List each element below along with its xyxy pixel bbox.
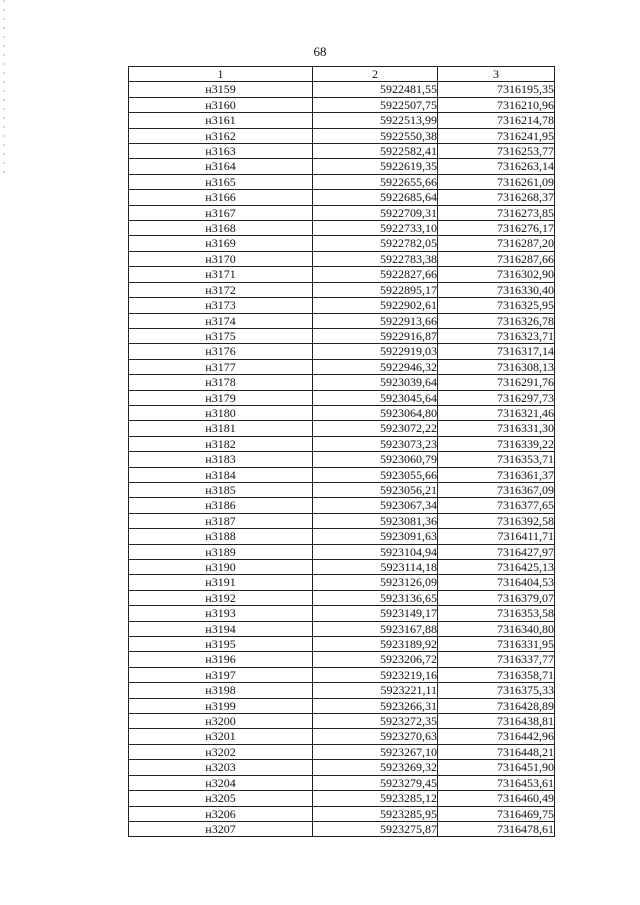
table-row (129, 791, 555, 806)
x-coordinate-cell: 5923091,63 (313, 529, 438, 544)
y-coordinate-cell: 7316367,09 (438, 482, 555, 497)
table-row (129, 421, 555, 436)
x-coordinate-cell: 5923081,36 (313, 513, 438, 528)
x-coordinate-cell: 5923072,22 (313, 421, 438, 436)
table-row (129, 498, 555, 513)
table-row (129, 251, 555, 266)
point-id-cell: н3187 (129, 513, 313, 528)
point-id-cell: н3169 (129, 236, 313, 251)
point-id-cell: н3204 (129, 775, 313, 790)
table-row (129, 298, 555, 313)
x-coordinate-cell: 5923275,87 (313, 821, 438, 836)
x-coordinate-cell: 5922895,17 (313, 282, 438, 297)
table-row (129, 529, 555, 544)
x-coordinate-cell: 5923270,63 (313, 729, 438, 744)
table-row (129, 221, 555, 236)
table-row (129, 97, 555, 112)
point-id-cell: н3173 (129, 298, 313, 313)
point-id-cell: н3172 (129, 282, 313, 297)
y-coordinate-cell: 7316241,95 (438, 128, 555, 143)
y-coordinate-cell: 7316379,07 (438, 590, 555, 605)
x-coordinate-cell: 5922827,66 (313, 267, 438, 282)
point-id-cell: н3182 (129, 436, 313, 451)
y-coordinate-cell: 7316330,40 (438, 282, 555, 297)
x-coordinate-cell: 5923067,34 (313, 498, 438, 513)
table-row (129, 683, 555, 698)
table-row (129, 313, 555, 328)
y-coordinate-cell: 7316448,21 (438, 744, 555, 759)
x-coordinate-cell: 5923219,16 (313, 667, 438, 682)
table-row (129, 698, 555, 713)
table-row (129, 405, 555, 420)
point-id-cell: н3199 (129, 698, 313, 713)
table-row (129, 282, 555, 297)
y-coordinate-cell: 7316297,73 (438, 390, 555, 405)
y-coordinate-cell: 7316214,78 (438, 113, 555, 128)
point-id-cell: н3162 (129, 128, 313, 143)
y-coordinate-cell: 7316210,96 (438, 97, 555, 112)
point-id-cell: н3164 (129, 159, 313, 174)
y-coordinate-cell: 7316428,89 (438, 698, 555, 713)
x-coordinate-cell: 5922550,38 (313, 128, 438, 143)
x-coordinate-cell: 5922783,38 (313, 251, 438, 266)
x-coordinate-cell: 5923114,18 (313, 560, 438, 575)
table-row (129, 328, 555, 343)
point-id-cell: н3207 (129, 821, 313, 836)
y-coordinate-cell: 7316323,71 (438, 328, 555, 343)
y-coordinate-cell: 7316425,13 (438, 560, 555, 575)
y-coordinate-cell: 7316253,77 (438, 144, 555, 159)
point-id-cell: н3193 (129, 606, 313, 621)
y-coordinate-cell: 7316331,95 (438, 637, 555, 652)
table-row (129, 467, 555, 482)
x-coordinate-cell: 5923104,94 (313, 544, 438, 559)
table-row (129, 744, 555, 759)
table-row (129, 575, 555, 590)
x-coordinate-cell: 5923189,92 (313, 637, 438, 652)
x-coordinate-cell: 5923136,65 (313, 590, 438, 605)
y-coordinate-cell: 7316326,78 (438, 313, 555, 328)
x-coordinate-cell: 5923073,23 (313, 436, 438, 451)
point-id-cell: н3160 (129, 97, 313, 112)
column-header: 2 (313, 67, 438, 82)
x-coordinate-cell: 5922919,03 (313, 344, 438, 359)
point-id-cell: н3174 (129, 313, 313, 328)
y-coordinate-cell: 7316404,53 (438, 575, 555, 590)
x-coordinate-cell: 5923285,95 (313, 806, 438, 821)
table-row (129, 482, 555, 497)
x-coordinate-cell: 5923045,64 (313, 390, 438, 405)
table-row (129, 375, 555, 390)
point-id-cell: н3171 (129, 267, 313, 282)
table-row (129, 714, 555, 729)
point-id-cell: н3177 (129, 359, 313, 374)
point-id-cell: н3188 (129, 529, 313, 544)
x-coordinate-cell: 5923060,79 (313, 452, 438, 467)
point-id-cell: н3161 (129, 113, 313, 128)
x-coordinate-cell: 5922481,55 (313, 82, 438, 97)
x-coordinate-cell: 5922513,99 (313, 113, 438, 128)
x-coordinate-cell: 5923279,45 (313, 775, 438, 790)
point-id-cell: н3166 (129, 190, 313, 205)
y-coordinate-cell: 7316268,37 (438, 190, 555, 205)
table-row (129, 174, 555, 189)
x-coordinate-cell: 5923167,88 (313, 621, 438, 636)
y-coordinate-cell: 7316273,85 (438, 205, 555, 220)
x-coordinate-cell: 5923056,21 (313, 482, 438, 497)
table-row (129, 621, 555, 636)
point-id-cell: н3206 (129, 806, 313, 821)
point-id-cell: н3179 (129, 390, 313, 405)
point-id-cell: н3159 (129, 82, 313, 97)
point-id-cell: н3197 (129, 667, 313, 682)
point-id-cell: н3184 (129, 467, 313, 482)
y-coordinate-cell: 7316276,17 (438, 221, 555, 236)
point-id-cell: н3186 (129, 498, 313, 513)
x-coordinate-cell: 5923269,32 (313, 760, 438, 775)
y-coordinate-cell: 7316287,20 (438, 236, 555, 251)
y-coordinate-cell: 7316261,09 (438, 174, 555, 189)
x-coordinate-cell: 5923221,11 (313, 683, 438, 698)
point-id-cell: н3198 (129, 683, 313, 698)
y-coordinate-cell: 7316411,71 (438, 529, 555, 544)
y-coordinate-cell: 7316453,61 (438, 775, 555, 790)
point-id-cell: н3183 (129, 452, 313, 467)
x-coordinate-cell: 5922946,32 (313, 359, 438, 374)
x-coordinate-cell: 5922507,75 (313, 97, 438, 112)
point-id-cell: н3189 (129, 544, 313, 559)
x-coordinate-cell: 5923064,80 (313, 405, 438, 420)
x-coordinate-cell: 5923149,17 (313, 606, 438, 621)
table-row (129, 560, 555, 575)
y-coordinate-cell: 7316331,30 (438, 421, 555, 436)
y-coordinate-cell: 7316263,14 (438, 159, 555, 174)
y-coordinate-cell: 7316358,71 (438, 667, 555, 682)
point-id-cell: н3181 (129, 421, 313, 436)
x-coordinate-cell: 5922582,41 (313, 144, 438, 159)
y-coordinate-cell: 7316438,81 (438, 714, 555, 729)
point-id-cell: н3201 (129, 729, 313, 744)
point-id-cell: н3192 (129, 590, 313, 605)
point-id-cell: н3196 (129, 652, 313, 667)
x-coordinate-cell: 5923267,10 (313, 744, 438, 759)
point-id-cell: н3163 (129, 144, 313, 159)
x-coordinate-cell: 5922733,10 (313, 221, 438, 236)
point-id-cell: н3203 (129, 760, 313, 775)
y-coordinate-cell: 7316195,35 (438, 82, 555, 97)
point-id-cell: н3180 (129, 405, 313, 420)
y-coordinate-cell: 7316361,37 (438, 467, 555, 482)
point-id-cell: н3175 (129, 328, 313, 343)
y-coordinate-cell: 7316353,58 (438, 606, 555, 621)
table-row (129, 452, 555, 467)
point-id-cell: н3165 (129, 174, 313, 189)
point-id-cell: н3168 (129, 221, 313, 236)
table-row (129, 590, 555, 605)
table-row (129, 82, 555, 97)
table-row (129, 729, 555, 744)
table-row (129, 606, 555, 621)
scan-margin-artifact (3, 0, 5, 180)
y-coordinate-cell: 7316353,71 (438, 452, 555, 467)
point-id-cell: н3178 (129, 375, 313, 390)
table-row (129, 436, 555, 451)
table-row (129, 806, 555, 821)
page-number: 68 (313, 44, 327, 59)
point-id-cell: н3200 (129, 714, 313, 729)
point-id-cell: н3205 (129, 791, 313, 806)
point-id-cell: н3167 (129, 205, 313, 220)
table-row (129, 159, 555, 174)
point-id-cell: н3195 (129, 637, 313, 652)
y-coordinate-cell: 7316317,14 (438, 344, 555, 359)
table-row (129, 390, 555, 405)
y-coordinate-cell: 7316478,61 (438, 821, 555, 836)
table-row (129, 144, 555, 159)
column-header: 1 (129, 67, 313, 82)
table-row (129, 667, 555, 682)
table-row (129, 652, 555, 667)
point-id-cell: н3190 (129, 560, 313, 575)
table-row (129, 359, 555, 374)
y-coordinate-cell: 7316291,76 (438, 375, 555, 390)
table-row (129, 113, 555, 128)
table-row (129, 637, 555, 652)
table-header-row (129, 67, 555, 82)
column-header: 3 (438, 67, 555, 82)
table-row (129, 128, 555, 143)
y-coordinate-cell: 7316427,97 (438, 544, 555, 559)
x-coordinate-cell: 5922913,66 (313, 313, 438, 328)
y-coordinate-cell: 7316287,66 (438, 251, 555, 266)
table-row (129, 760, 555, 775)
point-id-cell: н3202 (129, 744, 313, 759)
x-coordinate-cell: 5922916,87 (313, 328, 438, 343)
point-id-cell: н3170 (129, 251, 313, 266)
x-coordinate-cell: 5922685,64 (313, 190, 438, 205)
coordinates-table (128, 66, 555, 837)
x-coordinate-cell: 5923272,35 (313, 714, 438, 729)
x-coordinate-cell: 5923039,64 (313, 375, 438, 390)
table-row (129, 344, 555, 359)
y-coordinate-cell: 7316302,90 (438, 267, 555, 282)
y-coordinate-cell: 7316337,77 (438, 652, 555, 667)
x-coordinate-cell: 5923266,31 (313, 698, 438, 713)
table-row (129, 821, 555, 836)
y-coordinate-cell: 7316325,95 (438, 298, 555, 313)
y-coordinate-cell: 7316321,46 (438, 405, 555, 420)
table-row (129, 190, 555, 205)
x-coordinate-cell: 5922655,66 (313, 174, 438, 189)
table-row (129, 775, 555, 790)
table-row (129, 236, 555, 251)
x-coordinate-cell: 5922902,61 (313, 298, 438, 313)
y-coordinate-cell: 7316392,58 (438, 513, 555, 528)
y-coordinate-cell: 7316339,22 (438, 436, 555, 451)
x-coordinate-cell: 5923126,09 (313, 575, 438, 590)
x-coordinate-cell: 5923055,66 (313, 467, 438, 482)
x-coordinate-cell: 5922709,31 (313, 205, 438, 220)
x-coordinate-cell: 5922782,05 (313, 236, 438, 251)
x-coordinate-cell: 5923206,72 (313, 652, 438, 667)
x-coordinate-cell: 5922619,35 (313, 159, 438, 174)
point-id-cell: н3185 (129, 482, 313, 497)
point-id-cell: н3176 (129, 344, 313, 359)
x-coordinate-cell: 5923285,12 (313, 791, 438, 806)
y-coordinate-cell: 7316377,65 (438, 498, 555, 513)
y-coordinate-cell: 7316469,75 (438, 806, 555, 821)
y-coordinate-cell: 7316451,90 (438, 760, 555, 775)
point-id-cell: н3194 (129, 621, 313, 636)
point-id-cell: н3191 (129, 575, 313, 590)
y-coordinate-cell: 7316375,33 (438, 683, 555, 698)
table-row (129, 205, 555, 220)
y-coordinate-cell: 7316308,13 (438, 359, 555, 374)
y-coordinate-cell: 7316340,80 (438, 621, 555, 636)
table-row (129, 544, 555, 559)
table-row (129, 513, 555, 528)
y-coordinate-cell: 7316460,49 (438, 791, 555, 806)
table-row (129, 267, 555, 282)
y-coordinate-cell: 7316442,96 (438, 729, 555, 744)
